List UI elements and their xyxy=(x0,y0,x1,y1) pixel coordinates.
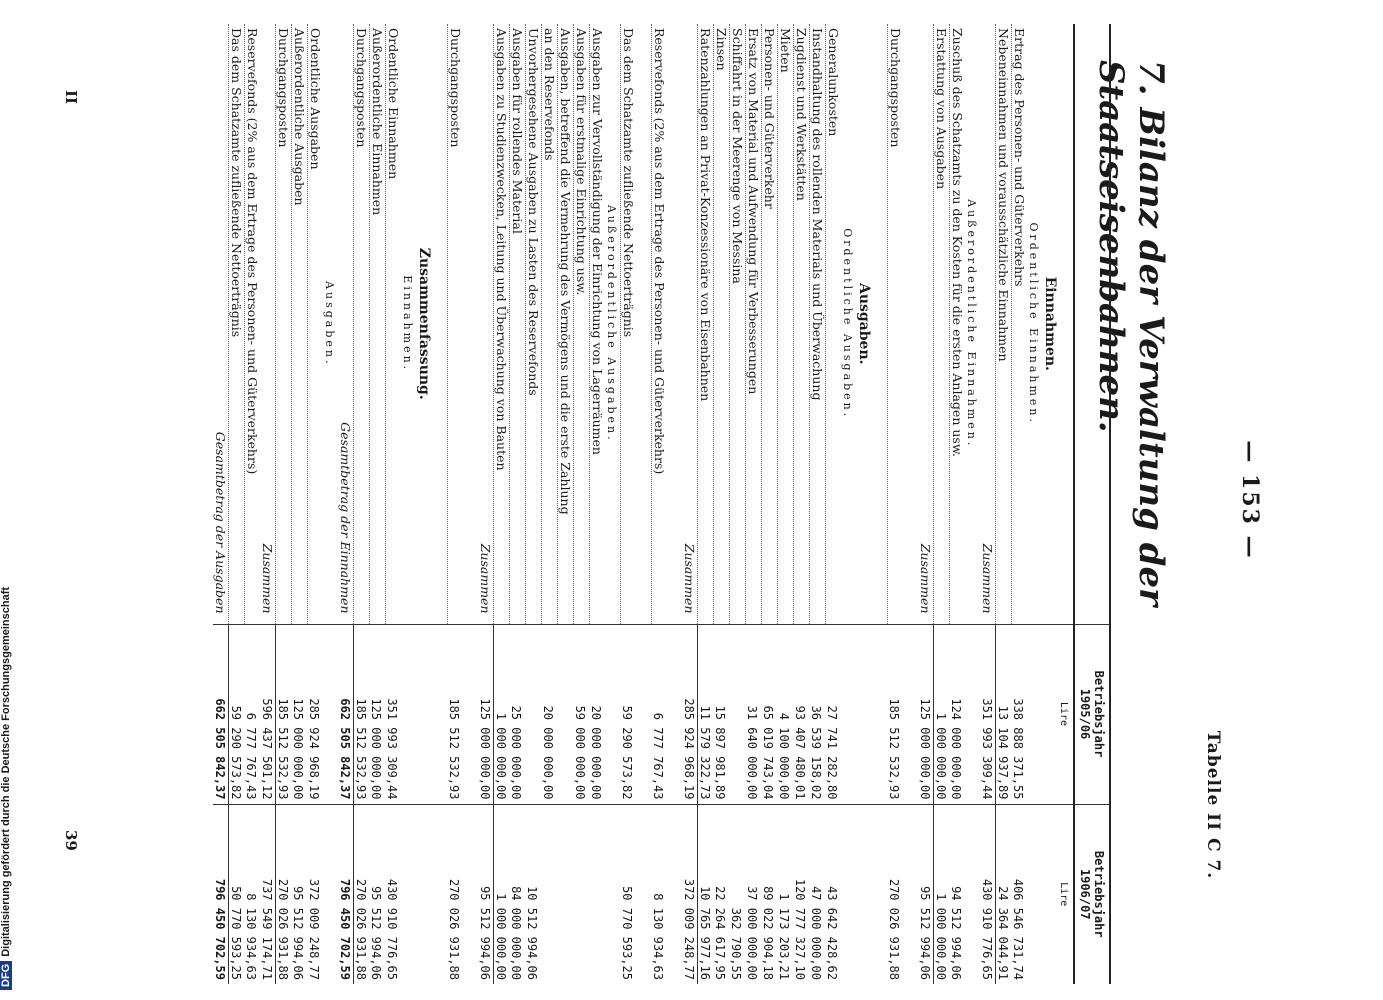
total-row xyxy=(213,24,229,984)
table-row xyxy=(494,24,510,984)
value-1906-07: 1 000 000,00 xyxy=(934,804,950,984)
table-row xyxy=(714,24,730,984)
row-label: Durchgangsposten xyxy=(354,24,370,624)
row-label: Gesamtbetrag der Einnahmen xyxy=(338,422,353,614)
row-label: Zinsen xyxy=(714,24,730,624)
unit-1906: Lire xyxy=(1058,804,1074,984)
value-1905-06 xyxy=(730,624,746,804)
table-row xyxy=(276,24,292,984)
table-row xyxy=(510,24,526,984)
table-row xyxy=(996,24,1012,984)
total-row xyxy=(682,24,698,984)
row-label: Ordentliche Ausgaben xyxy=(308,24,324,624)
value-1905-06: 662 505 842,37 xyxy=(338,624,354,804)
table-row xyxy=(386,24,402,984)
spacer-row xyxy=(872,24,888,984)
value-1906-07: 737 549 174,71 xyxy=(260,804,276,984)
heading-text: Außerordentliche Ausgaben. xyxy=(605,204,618,443)
value-1906-07: 10 512 994,06 xyxy=(526,804,542,984)
row-label: Zusammen xyxy=(918,543,933,614)
value-1905-06: 59 290 573,82 xyxy=(229,624,245,804)
row-label: Generalunkosten xyxy=(826,24,842,624)
balance-table xyxy=(213,24,1111,984)
value-1906-07: 37 000 000,00 xyxy=(746,804,762,984)
value-1906-07 xyxy=(542,804,558,984)
row-label: Instandhaltung des rollenden Materials und Überwachung xyxy=(810,24,826,624)
value-1906-07: 372 009 248,77 xyxy=(308,804,324,984)
row-label: Außerordentliche Ausgaben xyxy=(292,24,308,624)
table-row xyxy=(245,24,261,984)
row-label: Erstattung von Ausgaben xyxy=(934,24,950,624)
table-row xyxy=(574,24,590,984)
value-1906-07: 89 022 904,18 xyxy=(762,804,778,984)
value-1906-07 xyxy=(590,804,606,984)
table-row xyxy=(826,24,842,984)
row-label: Zusammen xyxy=(980,543,995,614)
row-label: Zugdienst und Werkstätten xyxy=(794,24,810,624)
value-1906-07: 95 512 994,06 xyxy=(918,804,934,984)
row-label: Reservefonds (2% aus dem Ertrage des Personen- und Güterverkehrs) xyxy=(245,24,261,624)
table-row xyxy=(698,24,714,984)
row-label: Ausgaben zur Vervollständigung der Einrichtung von Lagerräumen xyxy=(590,24,606,624)
row-label: Durchgangsposten xyxy=(276,24,292,624)
value-1905-06: 338 888 371,55 xyxy=(1012,624,1028,804)
header-year-1905: Betriebsjahr 1905/06 xyxy=(1074,624,1110,804)
value-1906-07: 8 130 934,63 xyxy=(245,804,261,984)
row-label: Außerordentliche Einnahmen xyxy=(370,24,386,624)
value-1906-07: 8 130 934,63 xyxy=(652,804,668,984)
table-row xyxy=(526,24,542,984)
value-1906-07: 372 009 248,77 xyxy=(682,804,698,984)
table-body xyxy=(213,24,1058,984)
value-1906-07: 270 026 931,88 xyxy=(888,804,904,984)
value-1905-06: 185 512 532,93 xyxy=(354,624,370,804)
value-1906-07: 270 026 931,88 xyxy=(354,804,370,984)
subsection-heading xyxy=(1027,24,1042,984)
table-row xyxy=(308,24,324,984)
table-row xyxy=(746,24,762,984)
value-1905-06: 59 000 000,00 xyxy=(574,624,590,804)
row-label: Personen- und Güterverkehr xyxy=(762,24,778,624)
table-row xyxy=(1012,24,1028,984)
table-row xyxy=(810,24,826,984)
value-1905-06: 125 000 000,00 xyxy=(370,624,386,804)
value-1906-07: 95 512 994,06 xyxy=(292,804,308,984)
heading-text: Ausgaben. xyxy=(323,281,336,367)
page-number-bottom: 39 xyxy=(62,830,80,851)
subsection-heading xyxy=(401,24,416,984)
table-row xyxy=(370,24,386,984)
spacer-row xyxy=(636,24,652,984)
row-label: Zuschuß des Schatzamts zu den Kosten für die ersten Anlagen usw. xyxy=(950,24,966,624)
page-title: 7. Bilanz der Verwaltung der Staatseisenbahnen. xyxy=(1091,60,1171,607)
row-label: Ersatz von Material und Aufwendung für Verbesserungen xyxy=(746,24,762,624)
value-1906-07: 94 512 994,06 xyxy=(950,804,966,984)
value-1906-07: 430 910 776,65 xyxy=(980,804,996,984)
heading-text: Außerordentliche Einnahmen. xyxy=(965,199,978,449)
value-1906-07: 120 777 327,10 xyxy=(794,804,810,984)
heading-text: Zusammenfassung. xyxy=(416,247,432,400)
row-label: Unvorhergesehene Ausgaben zu Lasten des Reservefonds xyxy=(526,24,542,624)
table-row xyxy=(934,24,950,984)
spacer-row xyxy=(667,24,682,984)
value-1905-06: 4 100 000,00 xyxy=(778,624,794,804)
row-label: Ordentliche Einnahmen xyxy=(386,24,402,624)
signature-mark: II xyxy=(62,90,80,105)
row-label: Zusammen xyxy=(260,543,275,614)
value-1905-06: 124 000 000,00 xyxy=(950,624,966,804)
value-1906-07: 270 026 931,88 xyxy=(276,804,292,984)
subsection-heading xyxy=(841,24,856,984)
value-1905-06: 11 579 322,73 xyxy=(698,624,714,804)
value-1906-07: 362 790,55 xyxy=(730,804,746,984)
value-1905-06: 125 000 000,00 xyxy=(478,624,494,804)
section-heading xyxy=(416,24,432,984)
table-row xyxy=(448,24,464,984)
table-row xyxy=(542,24,558,984)
table-row xyxy=(229,24,245,984)
value-1906-07: 406 546 731,74 xyxy=(1012,804,1028,984)
value-1905-06: 125 000 000,00 xyxy=(918,624,934,804)
row-label: Reservefonds (2% aus dem Ertrage des Personen- und Güterverkehrs) xyxy=(652,24,668,624)
value-1905-06: 31 640 000,00 xyxy=(746,624,762,804)
section-heading xyxy=(1042,24,1058,984)
value-1906-07: 796 450 702,59 xyxy=(213,804,229,984)
value-1906-07: 50 770 593,25 xyxy=(229,804,245,984)
row-label: Nebeneinnahmen und vorausschätzliche Einnahmen xyxy=(996,24,1012,624)
row-label: Zusammen xyxy=(478,543,493,614)
value-1905-06: 93 407 480,01 xyxy=(794,624,810,804)
dfg-credit xyxy=(0,586,22,1000)
value-1905-06: 351 993 309,44 xyxy=(980,624,996,804)
table-row xyxy=(762,24,778,984)
value-1905-06: 185 512 532,93 xyxy=(448,624,464,804)
total-row xyxy=(478,24,494,984)
value-1905-06: 6 777 767,43 xyxy=(245,624,261,804)
heading-text: Ordentliche Einnahmen. xyxy=(1027,222,1040,425)
table-row xyxy=(354,24,370,984)
section-heading xyxy=(856,24,872,984)
row-label: Das dem Schatzamte zufließende Nettoerträgnis xyxy=(229,24,245,624)
value-1905-06 xyxy=(558,624,574,804)
table-row xyxy=(558,24,574,984)
table-row xyxy=(888,24,904,984)
row-label: Zusammen xyxy=(682,543,697,614)
value-1906-07: 796 450 702,59 xyxy=(338,804,354,984)
value-1905-06: 351 993 309,44 xyxy=(386,624,402,804)
table-row xyxy=(621,24,637,984)
row-label: Schiffahrt in der Meerenge von Messina xyxy=(730,24,746,624)
row-label: Mieten xyxy=(778,24,794,624)
value-1905-06: 65 019 743,04 xyxy=(762,624,778,804)
row-label: Ausgaben, betreffend die Vermehrung des Vermögens und die erste Zahlung xyxy=(558,24,574,624)
heading-text: Einnahmen. xyxy=(1042,276,1058,371)
value-1905-06: 285 924 968,19 xyxy=(682,624,698,804)
header-desc xyxy=(1074,24,1110,624)
total-row xyxy=(338,24,354,984)
table-row xyxy=(950,24,966,984)
table-row xyxy=(292,24,308,984)
value-1905-06: 36 539 158,02 xyxy=(810,624,826,804)
row-label: Ausgaben zu Studienzwecken, Leitung und Überwachung von Bauten xyxy=(494,24,510,624)
value-1905-06: 596 437 501,12 xyxy=(260,624,276,804)
value-1905-06: 15 897 981,89 xyxy=(714,624,730,804)
value-1905-06: 13 104 937,89 xyxy=(996,624,1012,804)
value-1905-06 xyxy=(526,624,542,804)
value-1906-07: 50 770 593,25 xyxy=(621,804,637,984)
value-1905-06: 59 290 573,82 xyxy=(621,624,637,804)
value-1906-07: 10 765 977,16 xyxy=(698,804,714,984)
heading-text: Einnahmen. xyxy=(401,275,414,373)
value-1906-07: 1 000 000,00 xyxy=(494,804,510,984)
table-row xyxy=(652,24,668,984)
value-1906-07: 24 364 044,91 xyxy=(996,804,1012,984)
header-year-1906: Betriebsjahr 1906/07 xyxy=(1074,804,1110,984)
value-1905-06: 125 000 000,00 xyxy=(292,624,308,804)
row-label: Ausgaben für rollendes Material xyxy=(510,24,526,624)
row-label: Ratenzahlungen an Privat-Konzessionäre von Eisenbahnen xyxy=(698,24,714,624)
subsection-heading xyxy=(965,24,980,984)
row-label: Ausgaben für erstmalige Einrichtung usw. xyxy=(574,24,590,624)
heading-text: Ausgaben. xyxy=(856,282,872,365)
value-1905-06: 27 741 282,80 xyxy=(826,624,842,804)
table-row xyxy=(778,24,794,984)
unit-1905: Lire xyxy=(1058,624,1074,804)
total-row xyxy=(980,24,996,984)
value-1906-07 xyxy=(574,804,590,984)
subsection-heading xyxy=(605,24,621,984)
value-1906-07: 430 910 776,65 xyxy=(386,804,402,984)
value-1905-06: 20 000 000,00 xyxy=(590,624,606,804)
value-1905-06: 285 924 968,19 xyxy=(308,624,324,804)
spacer-row xyxy=(432,24,448,984)
table-row xyxy=(730,24,746,984)
table-row xyxy=(794,24,810,984)
value-1905-06: 25 000 000,00 xyxy=(510,624,526,804)
value-1906-07: 84 000 000,00 xyxy=(510,804,526,984)
value-1905-06: 1 000 000,00 xyxy=(934,624,950,804)
row-label: Durchgangsposten xyxy=(448,24,464,624)
value-1906-07 xyxy=(558,804,574,984)
dfg-logo: DFG xyxy=(0,961,12,990)
spacer-row xyxy=(463,24,478,984)
total-row xyxy=(260,24,276,984)
value-1906-07: 43 642 428,62 xyxy=(826,804,842,984)
value-1905-06: 662 505 842,37 xyxy=(213,624,229,804)
total-row xyxy=(918,24,934,984)
row-label: Ertrag des Personen- und Güterverkehrs xyxy=(1012,24,1028,624)
value-1906-07: 22 264 617,95 xyxy=(714,804,730,984)
row-label: an den Reservefonds xyxy=(542,24,558,624)
value-1905-06: 1 000 000,00 xyxy=(494,624,510,804)
row-label: Das dem Schatzamte zufließende Nettoerträgnis xyxy=(621,24,637,624)
row-label: Durchgangsposten xyxy=(888,24,904,624)
heading-text: Ordentliche Ausgaben. xyxy=(841,228,854,420)
value-1905-06: 185 512 532,93 xyxy=(888,624,904,804)
value-1906-07: 1 173 203,21 xyxy=(778,804,794,984)
table-label: Tabelle II C 7. xyxy=(1203,730,1223,880)
value-1906-07: 95 512 994,06 xyxy=(370,804,386,984)
spacer-row xyxy=(903,24,918,984)
page-number-top: — 153 — xyxy=(1237,440,1263,560)
value-1905-06: 20 000 000,00 xyxy=(542,624,558,804)
subsection-heading xyxy=(323,24,338,984)
value-1905-06: 6 777 767,43 xyxy=(652,624,668,804)
table-row xyxy=(590,24,606,984)
value-1906-07: 47 000 000,00 xyxy=(810,804,826,984)
value-1905-06: 185 512 532,93 xyxy=(276,624,292,804)
credit-text: Digitalisierung gefördert durch die Deutsche Forschungsgemeinschaft xyxy=(0,586,12,957)
value-1906-07: 270 026 931,88 xyxy=(448,804,464,984)
row-label: Gesamtbetrag der Ausgaben xyxy=(213,431,228,614)
value-1906-07: 95 512 994,06 xyxy=(478,804,494,984)
